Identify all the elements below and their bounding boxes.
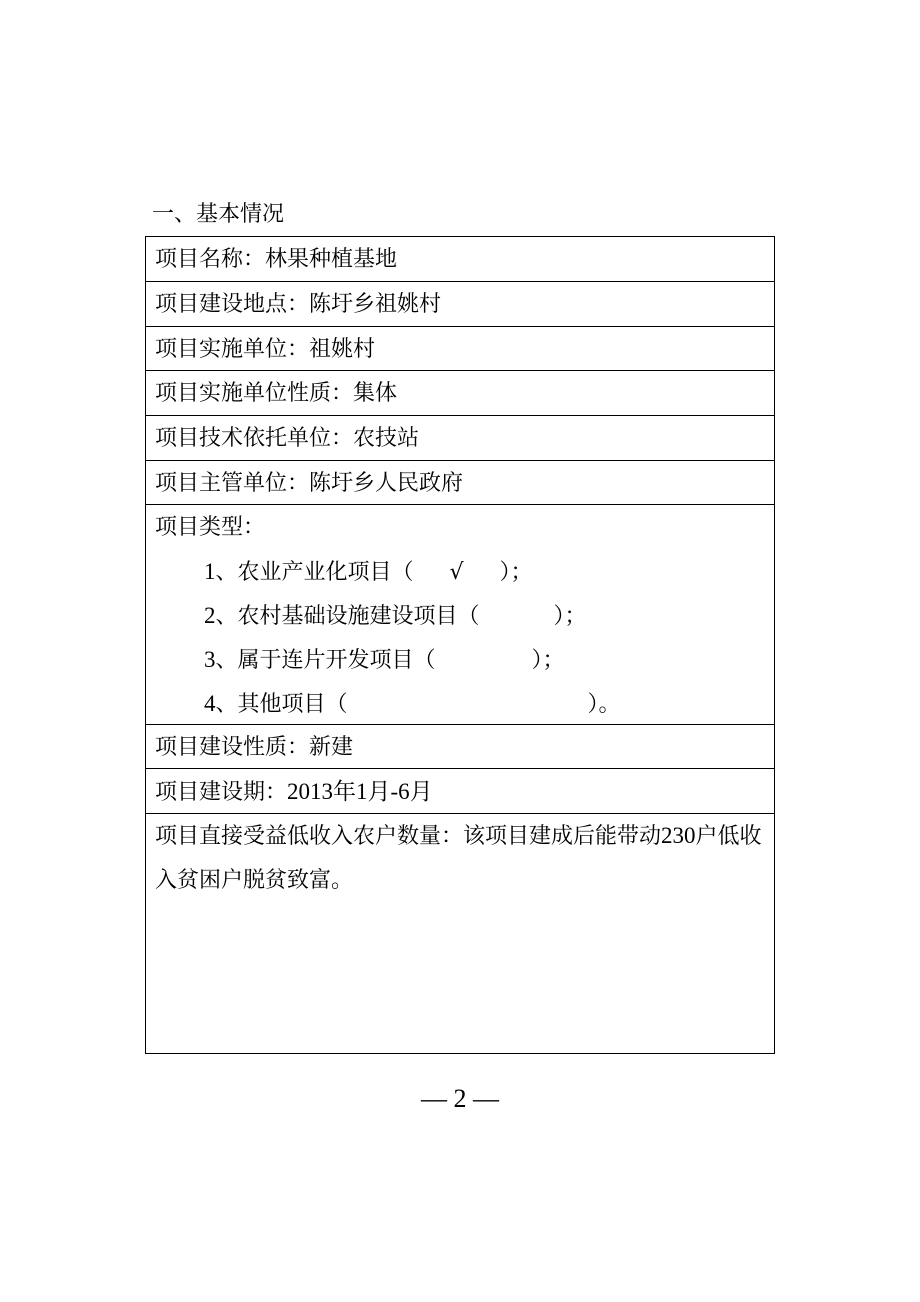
beneficiaries-label: 项目直接受益低收入农户数量：	[155, 824, 464, 849]
tech-support-text: 项目技术依托单位：农技站	[155, 426, 420, 451]
basic-info-table	[145, 236, 775, 1054]
row-supervisor	[146, 461, 774, 505]
implementer-text: 项目实施单位：祖姚村	[155, 337, 376, 362]
construction-period-label: 项目建设期：	[155, 780, 288, 805]
type-item	[204, 682, 621, 727]
construction-period	[155, 770, 433, 815]
type-item	[204, 594, 587, 639]
type-item-text: 、农业产业化项目（	[215, 560, 414, 585]
type-item-close: ）；	[531, 648, 565, 673]
type-item-text: 、属于连片开发项目（	[215, 648, 436, 673]
type-item-close: ）；	[499, 560, 533, 585]
type-item-number: 2	[204, 603, 216, 628]
row-implementer-nature	[146, 371, 774, 416]
row-beneficiaries	[146, 814, 774, 1053]
type-item-number: 3	[204, 647, 216, 672]
beneficiaries-count: 230	[661, 823, 696, 848]
row-tech-support	[146, 416, 774, 461]
beneficiaries-before: 该项目建成后能带动	[463, 824, 662, 849]
row-project-name	[146, 237, 774, 282]
row-construction-period	[146, 769, 774, 814]
type-item-close: ）。	[587, 692, 621, 717]
type-item	[204, 638, 565, 683]
section-heading: 一、基本情况	[152, 202, 285, 227]
type-item-text: 、农村基础设施建设项目（	[215, 604, 480, 629]
project-type-label: 项目类型：	[155, 515, 266, 540]
type-item-number: 4	[204, 691, 216, 716]
row-project-type	[146, 505, 774, 725]
row-location	[146, 282, 774, 327]
type-item-text: 、其他项目（	[215, 692, 348, 717]
row-construction-nature	[146, 725, 774, 769]
beneficiaries-text	[155, 814, 770, 903]
implementer-nature-text: 项目实施单位性质：集体	[155, 381, 398, 406]
type-item	[204, 550, 533, 595]
page-number: — 2 —	[421, 1084, 499, 1113]
location-text: 项目建设地点：陈圩乡祖姚村	[155, 292, 442, 317]
beneficiaries-after: 户低收入贫困户脱贫致富。	[155, 824, 762, 893]
supervisor-text: 项目主管单位：陈圩乡人民政府	[155, 471, 464, 496]
construction-period-value: 2013年1月-6月	[287, 779, 433, 804]
project-name-text: 项目名称：林果种植基地	[155, 247, 398, 272]
row-implementer	[146, 327, 774, 371]
check-mark: √	[449, 560, 464, 585]
type-item-number: 1	[204, 559, 216, 584]
construction-nature-text: 项目建设性质：新建	[155, 735, 354, 760]
type-item-close: ）；	[553, 604, 587, 629]
